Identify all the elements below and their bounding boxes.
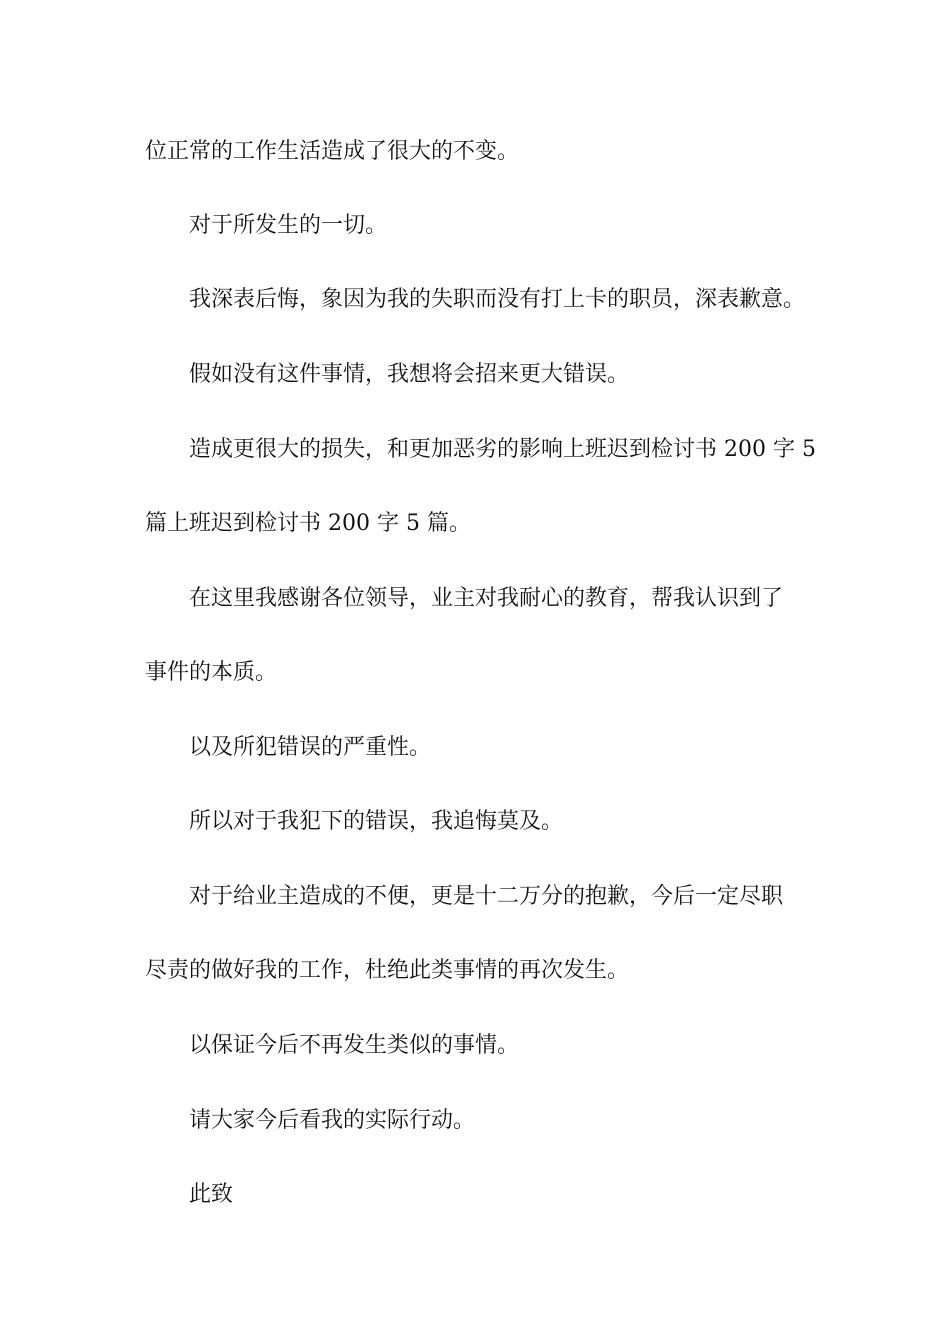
text-line: 对于给业主造成的不便，更是十二万分的抱歉，今后一定尽职 (189, 884, 784, 909)
text-line: 篇上班迟到检讨书 200 字 5 篇。 (145, 511, 471, 536)
text-line: 我深表后悔，象因为我的失职而没有打上卡的职员，深表歉意。 (189, 287, 806, 312)
text-line: 假如没有这件事情，我想将会招来更大错误。 (189, 362, 630, 387)
text-line: 对于所发生的一切。 (189, 213, 388, 238)
text-line: 以保证今后不再发生类似的事情。 (189, 1033, 520, 1058)
text-line: 造成更很大的损失，和更加恶劣的影响上班迟到检讨书 200 字 5 (189, 437, 816, 462)
text-line: 请大家今后看我的实际行动。 (189, 1108, 476, 1133)
text-line: 位正常的工作生活造成了很大的不变。 (145, 139, 520, 164)
text-line: 尽责的做好我的工作，杜绝此类事情的再次发生。 (145, 958, 630, 983)
text-line: 在这里我感谢各位领导，业主对我耐心的教育，帮我认识到了 (189, 586, 784, 611)
text-line: 以及所犯错误的严重性。 (189, 735, 432, 760)
text-line: 所以对于我犯下的错误，我追悔莫及。 (189, 809, 564, 834)
text-line: 此致 (189, 1182, 234, 1207)
text-line: 事件的本质。 (145, 660, 278, 685)
